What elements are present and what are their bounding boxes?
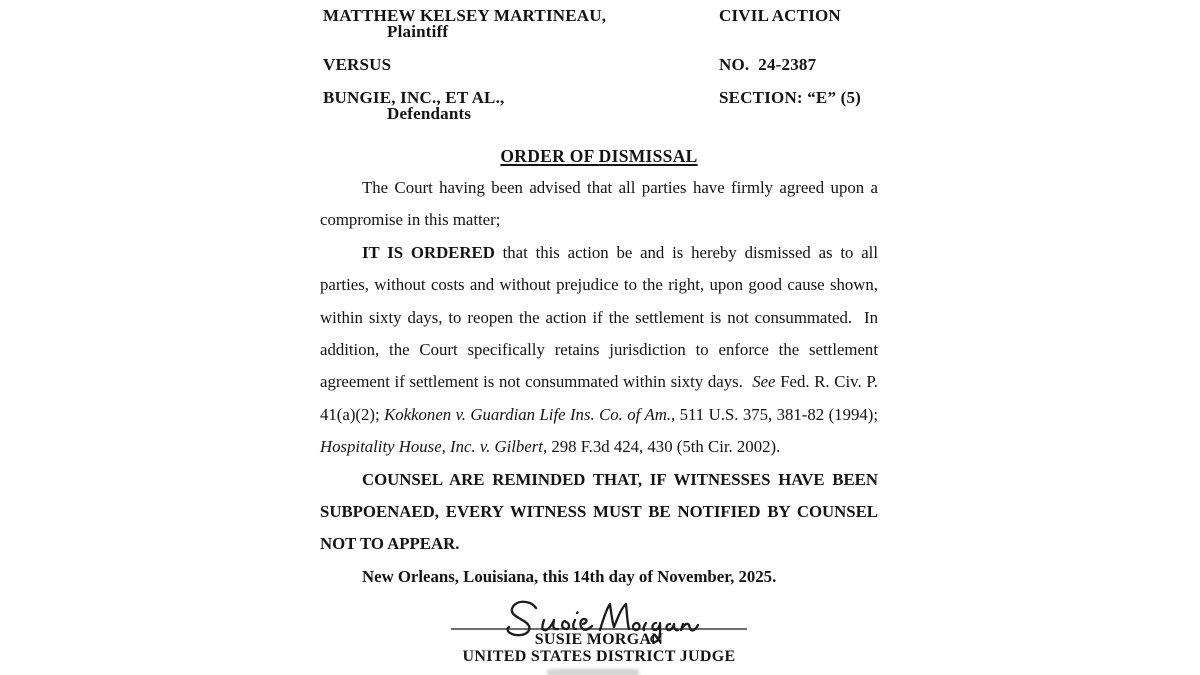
- order-title: [320, 146, 878, 167]
- date-line-paragraph: [320, 561, 878, 593]
- defendant-name: BUNGIE, INC., ET AL.,: [323, 88, 505, 107]
- judge-name: SUSIE MORGAN: [534, 631, 664, 648]
- text-segment: See: [752, 372, 776, 392]
- text-segment: Kokkonen v. Guardian Life Ins. Co. of Am.: [384, 404, 672, 424]
- judge-title: UNITED STATES DISTRICT JUDGE: [462, 648, 736, 665]
- versus-label: VERSUS: [323, 55, 392, 74]
- text-segment: COUNSEL ARE REMINDED THAT, IF WITNESSES HAVE BEEN SUBPOENAED, EVERY WITNESS MUST BE NOTIFIED BY COUNSEL NOT TO APPEAR.: [320, 469, 878, 554]
- civil-action-label: CIVIL ACTION: [719, 6, 841, 25]
- plaintiff-name: MATTHEW KELSEY MARTINEAU,: [323, 6, 607, 25]
- text-segment: Fed. R. Civ. P. 41(a)(2);: [320, 372, 879, 424]
- text-segment: IT IS ORDERED: [362, 242, 495, 262]
- text-segment: New Orleans, Louisiana, this 14th day of November, 2025.: [362, 566, 777, 586]
- order-paragraph: [320, 464, 878, 561]
- order-paragraph: [320, 172, 878, 237]
- text-segment: Hospitality House, Inc. v. Gilbert: [320, 437, 543, 457]
- order-title-text: ORDER OF DISMISSAL: [500, 146, 698, 166]
- text-segment: , 298 F.3d 424, 430 (5th Cir. 2002).: [542, 437, 781, 457]
- defendant-role: Defendants: [387, 104, 472, 123]
- text-segment: The Court having been advised that all parties have firmly agreed upon a compromise in this matter;: [320, 178, 878, 230]
- plaintiff-role: Plaintiff: [387, 22, 449, 41]
- order-paragraph: [320, 237, 878, 464]
- text-segment: , 511 U.S. 375, 381-82 (1994);: [671, 404, 878, 424]
- order-body: [320, 172, 878, 593]
- section-label: SECTION: “E” (5): [719, 88, 862, 107]
- page-bottom-artifact: [547, 669, 639, 675]
- text-segment: that this action be and is hereby dismissed as to all parties, without costs and without prejudice to the right, upon good cause shown, within sixty days, to reopen the action if the settlement is not consummated. In addition, the Court specifically retains jurisdiction to enforce the settlement agreement if settlement is not consummated within sixty days.: [320, 242, 878, 392]
- case-number: NO. 24-2387: [719, 55, 817, 74]
